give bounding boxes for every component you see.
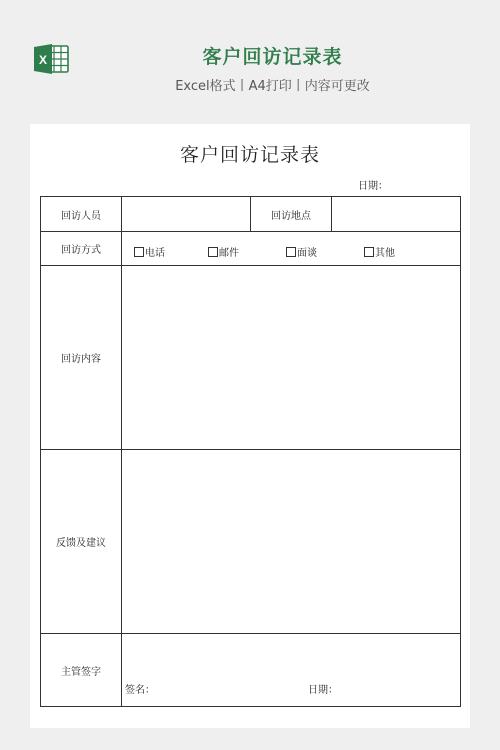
document-title: 客户回访记录表	[179, 144, 320, 166]
location-field[interactable]	[332, 197, 461, 232]
method-label: 回访方式	[41, 232, 122, 266]
feedback-label: 反馈及建议	[41, 450, 122, 634]
location-label: 回访地点	[251, 197, 332, 232]
checkbox-icon[interactable]	[134, 247, 144, 257]
content-label: 回访内容	[41, 266, 122, 450]
content-field[interactable]	[122, 266, 461, 450]
feedback-field[interactable]	[122, 450, 461, 634]
option-phone[interactable]: 电话	[134, 244, 165, 259]
checkbox-icon[interactable]	[286, 247, 296, 257]
method-options	[122, 232, 461, 266]
svg-text:X: X	[38, 53, 48, 67]
option-email[interactable]: 邮件	[208, 244, 239, 259]
signature-field[interactable]	[122, 634, 461, 707]
checkbox-icon[interactable]	[208, 247, 218, 257]
page-title: 客户回访记录表	[202, 46, 343, 68]
visitor-field[interactable]	[122, 197, 251, 232]
form-sheet	[30, 124, 470, 728]
option-other[interactable]: 其他	[364, 244, 395, 259]
supervisor-label: 主管签字	[41, 634, 122, 707]
page-subtitle: Excel格式丨A4打印丨内容可更改	[175, 79, 370, 94]
option-meeting[interactable]: 面谈	[286, 244, 317, 259]
sign-date-label: 日期：	[308, 685, 338, 696]
visit-record-table	[40, 196, 461, 707]
sign-label: 签名：	[125, 685, 155, 696]
visitor-label: 回访人员	[41, 197, 122, 232]
date-label: 日期：	[358, 181, 388, 192]
checkbox-icon[interactable]	[364, 247, 374, 257]
